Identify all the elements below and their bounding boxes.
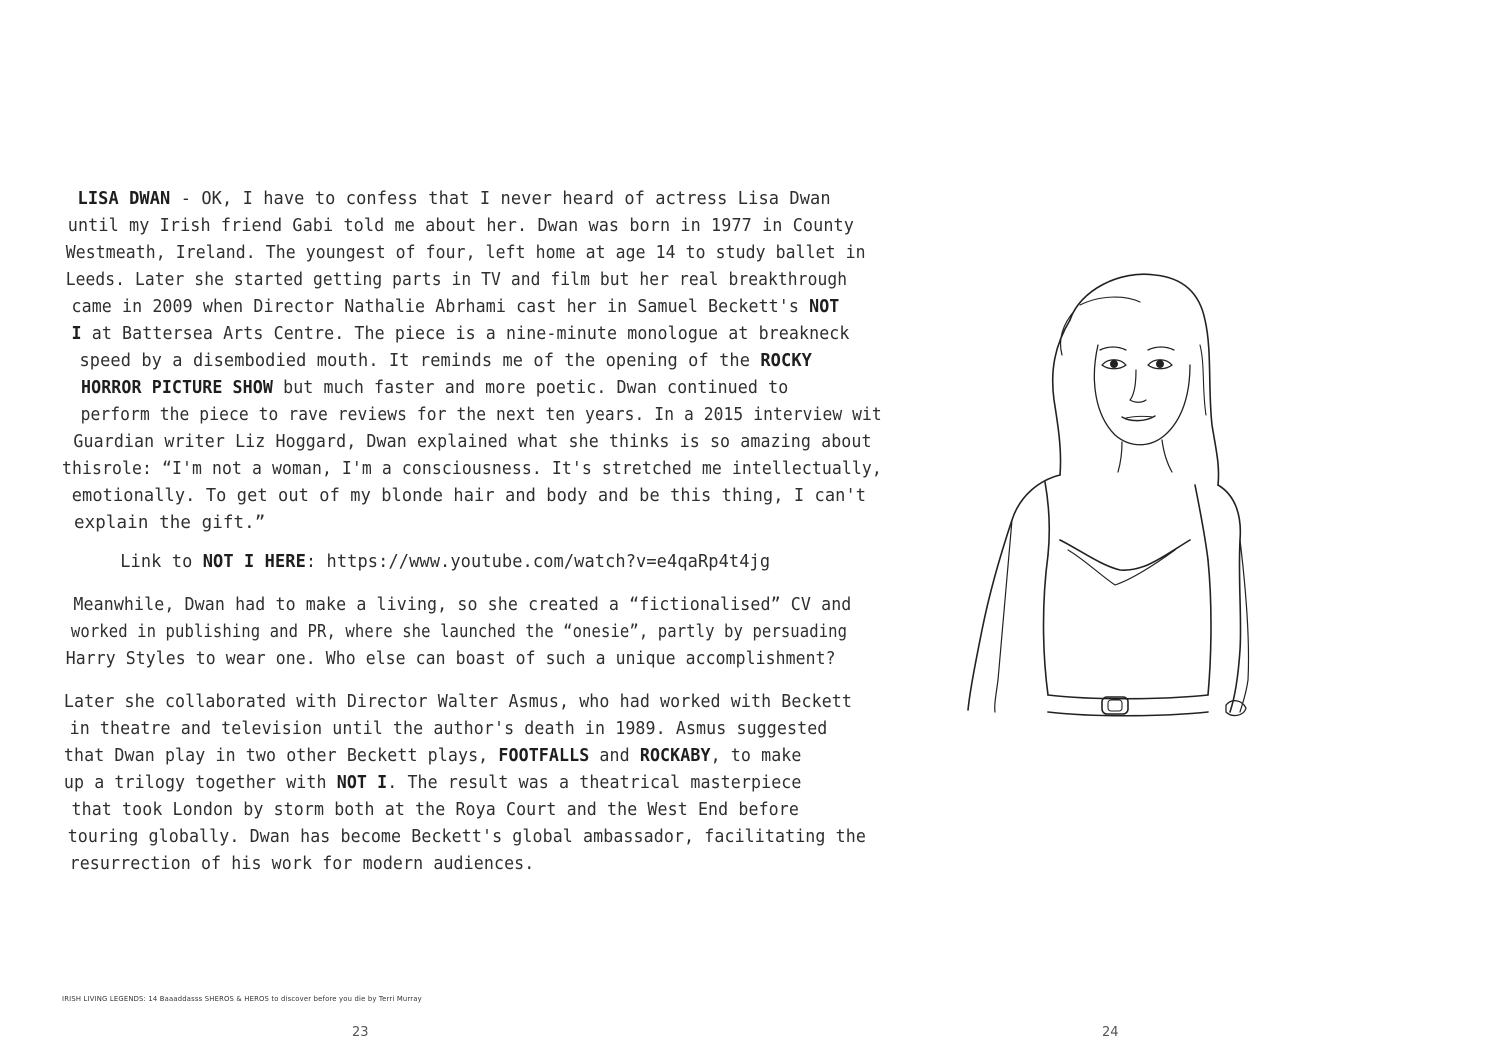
text-line: Leeds. Later she started getting parts in TV and film but her real breakthrough xyxy=(65,270,848,290)
text-line: up a trilogy together with NOT I. The result was a theatrical masterpiece xyxy=(63,773,802,793)
text-line: Harry Styles to wear one. Who else can boast of such a unique accomplishment? xyxy=(65,649,836,669)
text-line: that Dwan play in two other Beckett plays, FOOTFALLS and ROCKABY, to make xyxy=(63,746,802,766)
text-line: Westmeath, Ireland. The youngest of four, left home at age 14 to study ballet in xyxy=(65,243,866,263)
article-text xyxy=(62,186,882,878)
text-line: speed by a disembodied mouth. It reminds me of the opening of the ROCKY xyxy=(79,351,812,371)
text-line: I at Battersea Arts Centre. The piece is a nine-minute monologue at breakneck xyxy=(71,324,850,344)
page-number: 24 xyxy=(1102,1025,1119,1040)
text-line: HORROR PICTURE SHOW but much faster and more poetic. Dwan continued to xyxy=(81,378,789,398)
text-line: Meanwhile, Dwan had to make a living, so she created a “fictionalised” CV and xyxy=(73,595,852,615)
text-line: until my Irish friend Gabi told me about her. Dwan was born in 1977 in County xyxy=(67,216,854,236)
text-line: perform the piece to rave reviews for the next ten years. In a 2015 interview wit xyxy=(80,405,882,425)
book-title-footer: IRISH LIVING LEGENDS: 14 Baaaddasss SHEROS & HEROS to discover before you die by Terri Murray xyxy=(62,995,422,1003)
text-line: emotionally. To get out of my blonde hair and body and be this thing, I can't xyxy=(71,486,867,506)
text-line: touring globally. Dwan has become Beckett's global ambassador, facilitating the xyxy=(67,827,866,847)
text-line: resurrection of his work for modern audiences. xyxy=(69,854,535,874)
text-line: came in 2009 when Director Nathalie Abrhami cast her in Samuel Beckett's NOT xyxy=(71,297,840,317)
portrait-drawing xyxy=(950,250,1330,780)
text-line: explain the gift.” xyxy=(74,513,266,533)
text-line: in theatre and television until the author's death in 1989. Asmus suggested xyxy=(69,719,828,739)
text-line: that took London by storm both at the Roya Court and the West End before xyxy=(71,800,800,820)
page-number: 23 xyxy=(352,1025,369,1040)
link-line: Link to NOT I HERE: https://www.youtube.com/watch?v=e4qaRp4t4jg xyxy=(120,552,771,572)
text-line: worked in publishing and PR, where she launched the “onesie”, partly by persuading xyxy=(70,622,848,642)
text-line: Later she collaborated with Director Walter Asmus, who had worked with Beckett xyxy=(63,692,853,712)
heading-lisa-dwan: LISA DWAN xyxy=(77,189,171,209)
text-line: thisrole: “I'm not a woman, I'm a consciousness. It's stretched me intellectually, xyxy=(62,459,882,479)
text-line: LISA DWAN - OK, I have to confess that I never heard of actress Lisa Dwan xyxy=(77,189,831,209)
text-line: Guardian writer Liz Hoggard, Dwan explained what she thinks is so amazing about xyxy=(73,432,872,452)
youtube-link[interactable]: : https://www.youtube.com/watch?v=e4qaRp4t4jg xyxy=(305,552,771,572)
right-page xyxy=(750,0,1500,1064)
